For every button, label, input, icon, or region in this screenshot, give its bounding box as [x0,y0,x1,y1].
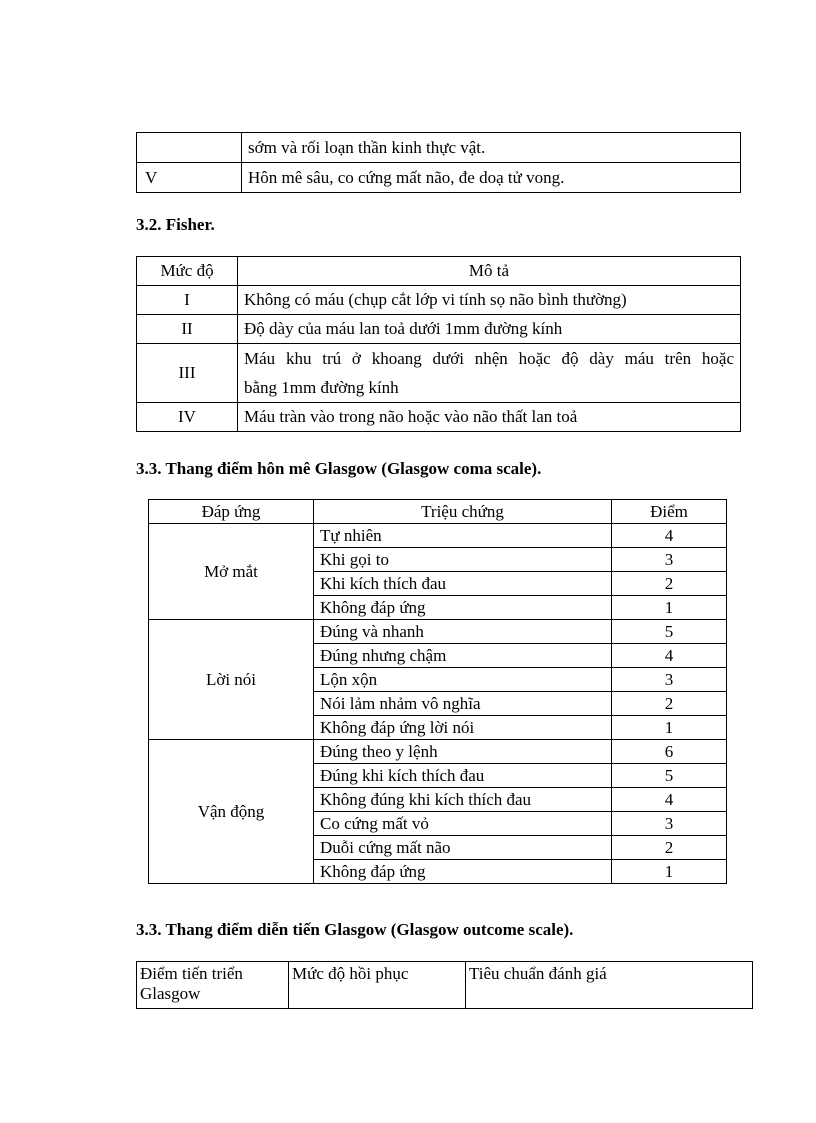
recovery-level-header: Mức độ hồi phục [289,962,466,1009]
score-cell: 2 [612,572,727,596]
score-cell: 2 [612,692,727,716]
grade-cell: III [137,344,238,403]
symptom-cell: Không đáp ứng [314,860,612,884]
score-cell: 2 [612,836,727,860]
response-cell: Vận động [149,740,314,884]
grade-cell: II [137,315,238,344]
symptom-cell: Không đúng khi kích thích đau [314,788,612,812]
table-header-row [149,500,727,524]
grade-cell: I [137,286,238,315]
symptom-cell: Không đáp ứng lời nói [314,716,612,740]
symptom-cell: Không đáp ứng [314,596,612,620]
table-row [137,133,741,163]
score-cell: 3 [612,812,727,836]
table-row [137,403,741,432]
table-row [149,740,727,764]
glasgow-coma-scale-table [148,499,727,884]
symptom-header: Triệu chứng [314,500,612,524]
symptom-cell: Khi gọi to [314,548,612,572]
score-cell: 3 [612,668,727,692]
table-row [137,163,741,193]
symptom-cell: Đúng nhưng chậm [314,644,612,668]
score-cell: 6 [612,740,727,764]
symptom-cell: Đúng khi kích thích đau [314,764,612,788]
table-row [137,286,741,315]
gos-score-header-line-1: Điểm tiến triển [140,964,243,983]
symptom-cell: Đúng và nhanh [314,620,612,644]
table-header-row [137,962,753,1009]
score-cell: 4 [612,524,727,548]
score-header: Điểm [612,500,727,524]
description-line-1: Máu khu trú ở khoang dưới nhện hoặc độ dày máu trên hoặc [244,349,734,368]
description-cell: sớm và rối loạn thần kinh thực vật. [242,133,741,163]
table-row [149,620,727,644]
gos-heading: 3.3. Thang điểm diễn tiến Glasgow (Glasgow outcome scale). [136,920,574,939]
symptom-cell: Lộn xộn [314,668,612,692]
table-row [137,315,741,344]
evaluation-criteria-header: Tiêu chuẩn đánh giá [466,962,753,1009]
description-cell: Độ dày của máu lan toả dưới 1mm đường kính [238,315,741,344]
gos-score-header [137,962,289,1009]
table-row [149,524,727,548]
response-cell: Lời nói [149,620,314,740]
symptom-cell: Duỗi cứng mất não [314,836,612,860]
gcs-heading: 3.3. Thang điểm hôn mê Glasgow (Glasgow coma scale). [136,459,542,478]
score-cell: 5 [612,620,727,644]
score-cell: 5 [612,764,727,788]
score-cell: 4 [612,788,727,812]
symptom-cell: Tự nhiên [314,524,612,548]
description-cell [238,344,741,403]
symptom-cell: Đúng theo y lệnh [314,740,612,764]
score-cell: 4 [612,644,727,668]
fisher-table [136,256,741,432]
response-header: Đáp ứng [149,500,314,524]
table-header-row [137,257,741,286]
fisher-heading: 3.2. Fisher. [136,215,215,234]
score-cell: 3 [612,548,727,572]
grade-cell: IV [137,403,238,432]
grade-header: Mức độ [137,257,238,286]
description-cell: Hôn mê sâu, co cứng mất não, đe doạ tử vong. [242,163,741,193]
symptom-cell: Khi kích thích đau [314,572,612,596]
gos-score-header-line-2: Glasgow [140,984,201,1003]
grade-cell: V [137,163,242,193]
grade-cell [137,133,242,163]
description-header: Mô tả [238,257,741,286]
glasgow-outcome-scale-table [136,961,753,1009]
score-cell: 1 [612,860,727,884]
symptom-cell: Nói lảm nhảm vô nghĩa [314,692,612,716]
table-row [137,344,741,403]
score-cell: 1 [612,596,727,620]
symptom-cell: Co cứng mất vỏ [314,812,612,836]
description-line-2: bằng 1mm đường kính [244,378,399,397]
description-cell: Không có máu (chụp cắt lớp vi tính sọ não bình thường) [238,286,741,315]
description-cell: Máu tràn vào trong não hoặc vào não thất lan toả [238,403,741,432]
score-cell: 1 [612,716,727,740]
response-cell: Mở mắt [149,524,314,620]
hunt-hess-table-continued [136,132,741,193]
